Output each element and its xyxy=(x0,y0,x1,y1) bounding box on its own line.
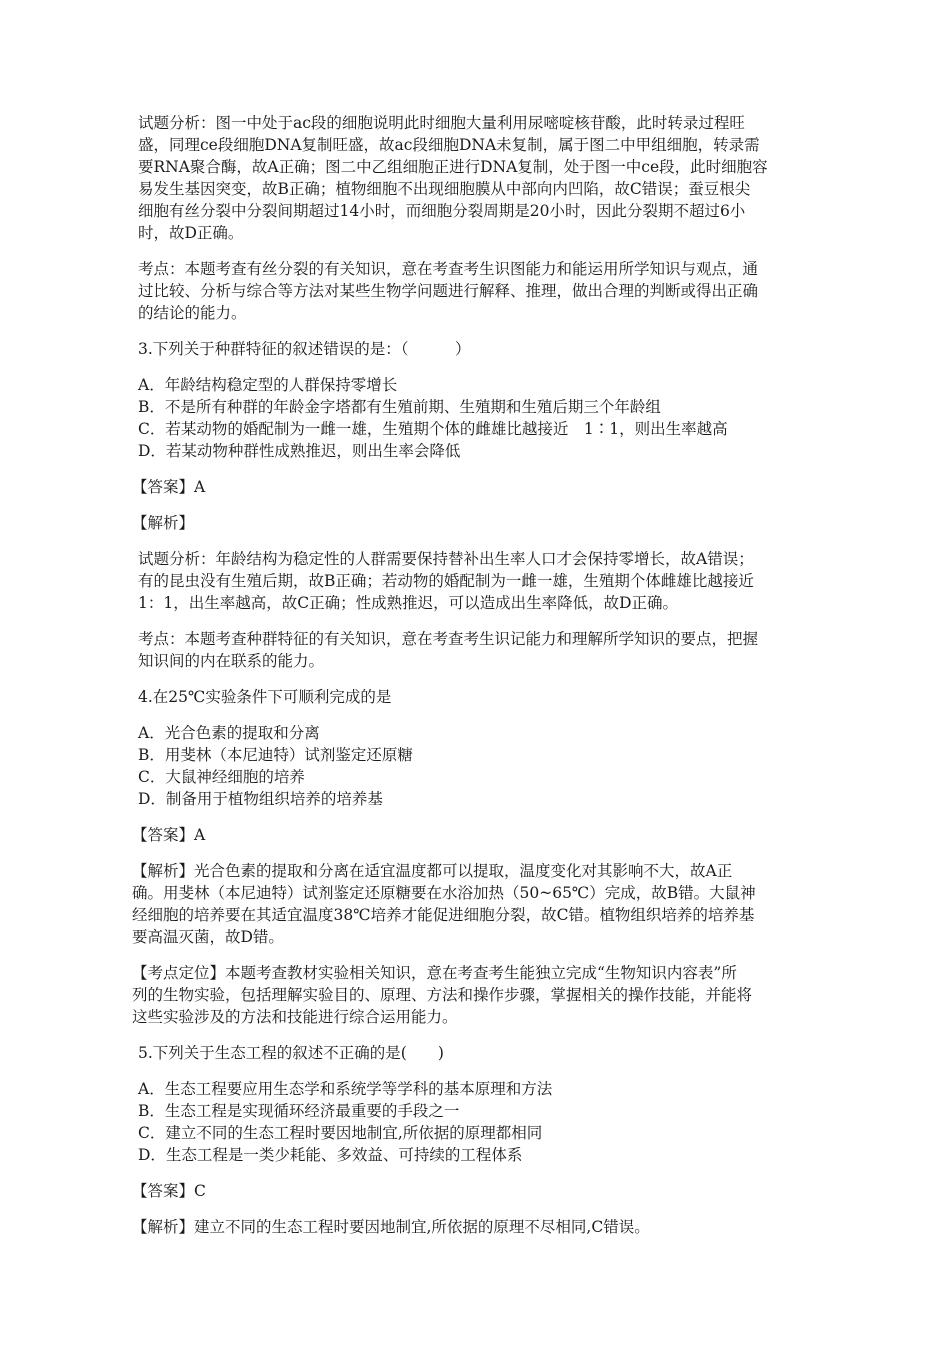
paragraph xyxy=(138,722,818,810)
text-line: 【答案】A xyxy=(132,478,206,496)
text-line: 考点：本题考查有丝分裂的有关知识，意在考查考生识图能力和能运用所学知识与观点，通 xyxy=(138,260,759,278)
text-line: 5.下列关于生态工程的叙述不正确的是( ) xyxy=(138,1044,444,1062)
text-line: C．若某动物的婚配制为一雌一雄，生殖期个体的雌雄比越接近 1∶1，则出生率越高 xyxy=(138,420,728,438)
paragraph xyxy=(138,548,818,614)
text-line: 时，故D正确。 xyxy=(138,224,244,242)
tagged-paragraph xyxy=(132,824,818,846)
paragraph xyxy=(138,258,818,324)
text-line: 盛，同理ce段细胞DNA复制旺盛，故ac段细胞DNA未复制，属于图二中甲组细胞，转录需 xyxy=(138,136,760,154)
tagged-paragraph xyxy=(132,1216,818,1238)
text-line: 要RNA聚合酶，故A正确；图二中乙组细胞正进行DNA复制，处于图一中ce段，此时细胞容 xyxy=(138,158,768,176)
tagged-paragraph xyxy=(132,962,818,1028)
text-line: A．光合色素的提取和分离 xyxy=(138,724,320,742)
text-line: C．大鼠神经细胞的培养 xyxy=(138,768,305,786)
text-line: 【答案】C xyxy=(132,1182,206,1200)
paragraph xyxy=(138,1042,818,1064)
paragraph xyxy=(138,374,818,462)
text-line: 【解析】 xyxy=(132,514,195,532)
text-line: 的结论的能力。 xyxy=(138,304,247,322)
text-line: 易发生基因突变，故B正确；植物细胞不出现细胞膜从中部向内凹陷，故C错误；蚕豆根尖 xyxy=(138,180,751,198)
text-line: A．年龄结构稳定型的人群保持零增长 xyxy=(138,376,398,394)
tagged-paragraph xyxy=(132,512,818,534)
text-line: 有的昆虫没有生殖后期，故B正确；若动物的婚配制为一雌一雄，生殖期个体雌雄比越接近 xyxy=(138,572,754,590)
text-line: A．生态工程要应用生态学和系统学等学科的基本原理和方法 xyxy=(138,1080,553,1098)
text-line: 确。用斐林（本尼迪特）试剂鉴定还原糖要在水浴加热（50~65℃）完成，故B错。大鼠神 xyxy=(132,884,756,902)
text-line: 【解析】建立不同的生态工程时要因地制宜,所依据的原理不尽相同,C错误。 xyxy=(132,1218,650,1236)
paragraph xyxy=(138,112,818,244)
text-line: 试题分析：图一中处于ac段的细胞说明此时细胞大量利用尿嘧啶核苷酸，此时转录过程旺 xyxy=(138,114,745,132)
text-line: 考点：本题考查种群特征的有关知识，意在考查考生识记能力和理解所学知识的要点，把握 xyxy=(138,630,759,648)
text-line: 4.在25℃实验条件下可顺利完成的是 xyxy=(138,688,392,706)
tagged-paragraph xyxy=(132,476,818,498)
tagged-paragraph xyxy=(132,860,818,948)
text-line: 1：1，出生率越高，故C正确；性成熟推迟，可以造成出生率降低，故D正确。 xyxy=(138,594,679,612)
text-line: B．生态工程是实现循环经济最重要的手段之一 xyxy=(138,1102,460,1120)
text-line: 这些实验涉及的方法和技能进行综合运用能力。 xyxy=(132,1008,458,1026)
text-line: 列的生物实验，包括理解实验目的、原理、方法和操作步骤，掌握相关的操作技能，并能将 xyxy=(132,986,753,1004)
text-line: D．制备用于植物组织培养的培养基 xyxy=(138,790,383,808)
text-line: 【考点定位】本题考查教材实验相关知识，意在考查考生能独立完成“生物知识内容表”所 xyxy=(132,964,737,982)
document-page xyxy=(132,112,818,1252)
text-line: 知识间的内在联系的能力。 xyxy=(138,652,325,670)
text-line: 过比较、分析与综合等方法对某些生物学问题进行解释、推理，做出合理的判断或得出正确 xyxy=(138,282,759,300)
paragraph xyxy=(138,338,818,360)
text-line: D．若某动物种群性成熟推迟，则出生率会降低 xyxy=(138,442,461,460)
text-line: 【答案】A xyxy=(132,826,206,844)
text-line: C．建立不同的生态工程时要因地制宜,所依据的原理都相同 xyxy=(138,1124,543,1142)
paragraph xyxy=(138,686,818,708)
text-line: B．用斐林（本尼迪特）试剂鉴定还原糖 xyxy=(138,746,413,764)
paragraph xyxy=(138,628,818,672)
text-line: D．生态工程是一类少耗能、多效益、可持续的工程体系 xyxy=(138,1146,523,1164)
text-line: 【解析】光合色素的提取和分离在适宜温度都可以提取，温度变化对其影响不大，故A正 xyxy=(132,862,733,880)
text-line: 3.下列关于种群特征的叙述错误的是：（ ） xyxy=(138,340,471,358)
text-line: 经细胞的培养要在其适宜温度38℃培养才能促进细胞分裂，故C错。植物组织培养的培养基 xyxy=(132,906,755,924)
text-line: 细胞有丝分裂中分裂间期超过14小时，而细胞分裂周期是20小时，因此分裂期不超过6小 xyxy=(138,202,746,220)
text-line: 要高温灭菌，故D错。 xyxy=(132,928,284,946)
tagged-paragraph xyxy=(132,1180,818,1202)
paragraph xyxy=(138,1078,818,1166)
text-line: 试题分析：年龄结构为稳定性的人群需要保持替补出生率人口才会保持零增长，故A错误； xyxy=(138,550,754,568)
text-line: B．不是所有种群的年龄金字塔都有生殖前期、生殖期和生殖后期三个年龄组 xyxy=(138,398,661,416)
